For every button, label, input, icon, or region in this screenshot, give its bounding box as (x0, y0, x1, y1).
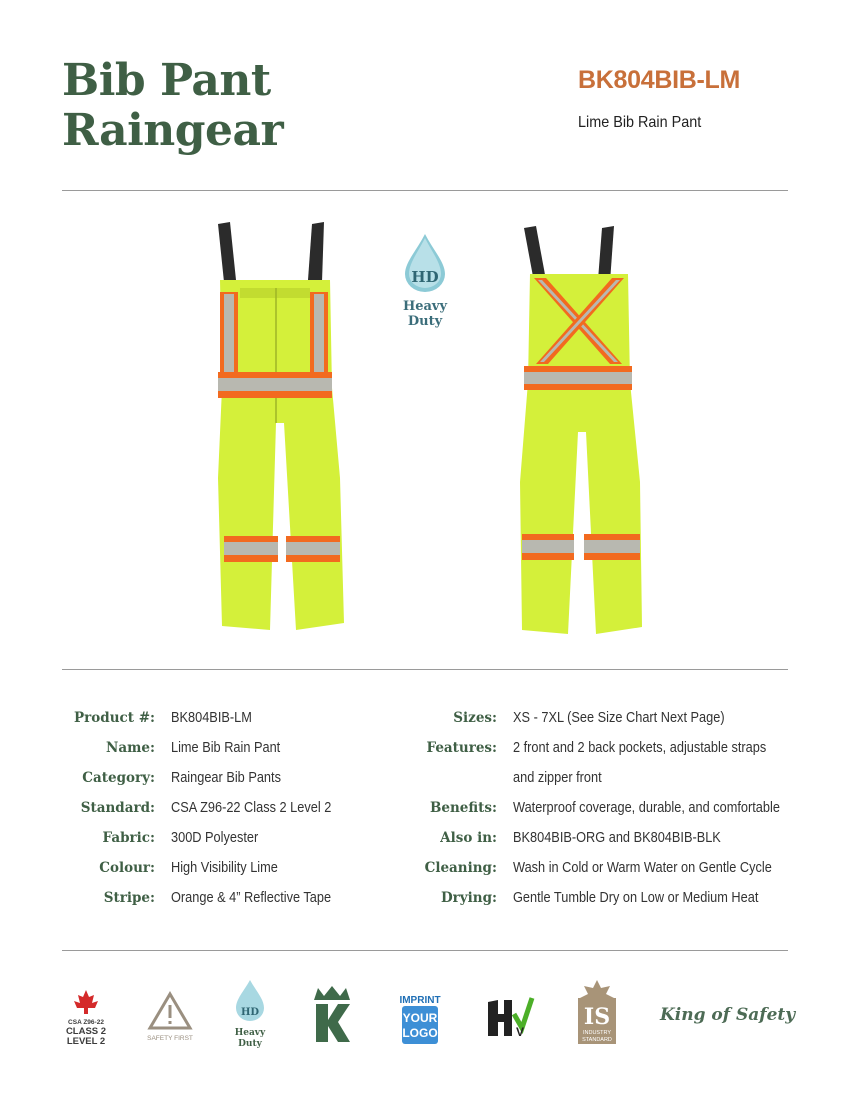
csa-class2-level2-logo (62, 988, 110, 1048)
spec-value: and zipper front (513, 770, 602, 786)
water-drop-icon (403, 232, 447, 294)
image-divider (62, 669, 788, 670)
front-bib-pant-image (200, 218, 360, 638)
spec-value: Wash in Cold or Warm Water on Gentle Cycle (513, 860, 772, 876)
industry-mark: IS (583, 1004, 611, 1030)
spec-value: High Visibility Lime (171, 860, 278, 876)
hd-badge-text: HD (411, 268, 439, 286)
maple-leaf-icon (74, 990, 98, 1014)
heavy-duty-line-2: Duty (407, 314, 443, 329)
heavy-duty-badge (395, 232, 455, 329)
spec-label: Stripe: (103, 890, 155, 906)
heavy-duty-line-1: Heavy (402, 299, 448, 314)
industry-standard-logo (570, 978, 624, 1046)
spec-label: Standard: (80, 800, 155, 816)
spec-label: Name: (106, 740, 155, 756)
svg-text:V: V (515, 1025, 525, 1039)
specs-divider (62, 950, 788, 951)
spec-value: Orange & 4” Reflective Tape (171, 890, 332, 906)
spec-value: 2 front and 2 back pockets, adjustable straps (513, 740, 767, 756)
spec-label: Cleaning: (424, 860, 497, 876)
spec-label: Category: (82, 770, 155, 786)
hd-footer-text: HD (240, 1007, 260, 1018)
csa-line-1: CSA Z96-22 (68, 1019, 104, 1026)
hi-vis-logo (484, 988, 536, 1042)
spec-value: BK804BIB-ORG and BK804BIB-BLK (513, 830, 721, 846)
spec-label: Fabric: (102, 830, 155, 846)
spec-value: BK804BIB-LM (171, 710, 252, 726)
spec-value: Gentle Tumble Dry on Low or Medium Heat (513, 890, 759, 906)
spec-label: Also in: (440, 830, 497, 846)
heavy-duty-footer-logo (230, 978, 270, 1050)
spec-label: Sizes: (453, 710, 497, 726)
spec-value: Waterproof coverage, durable, and comfortable (513, 800, 780, 816)
product-sku: BK804BIB-LM (578, 66, 740, 94)
maple-leaf-icon (580, 980, 614, 998)
spec-label: Colour: (99, 860, 155, 876)
imprint-line-2: YOUR (402, 1011, 438, 1025)
safety-first-logo (144, 990, 196, 1046)
back-bib-pant-image (510, 222, 660, 642)
csa-line-3: LEVEL 2 (66, 1036, 106, 1047)
spec-label: Features: (426, 740, 497, 756)
product-subtitle: Lime Bib Rain Pant (578, 114, 702, 131)
page-title (62, 56, 283, 156)
title-line-1: Bib Pant (62, 55, 271, 106)
industry-line-1: INDUSTRY (582, 1030, 612, 1036)
king-k-logo (310, 986, 354, 1046)
crown-icon (314, 986, 350, 1000)
title-line-2: Raingear (62, 105, 284, 156)
spec-label: Product #: (74, 710, 155, 726)
spec-value: Raingear Bib Pants (171, 770, 281, 786)
imprint-your-logo-badge (398, 992, 442, 1046)
imprint-line-3: LOGO (402, 1026, 438, 1040)
industry-line-2: STANDARD (582, 1037, 612, 1043)
spec-value: Lime Bib Rain Pant (171, 740, 281, 756)
hd-footer-line-2: Duty (238, 1039, 262, 1049)
spec-value: XS - 7XL (See Size Chart Next Page) (513, 710, 725, 726)
king-of-safety-logo: King of Safety (660, 1005, 796, 1025)
spec-label: Drying: (440, 890, 497, 906)
csa-line-2: CLASS 2 (65, 1026, 107, 1037)
spec-value: 300D Polyester (171, 830, 259, 846)
spec-value: CSA Z96-22 Class 2 Level 2 (171, 800, 332, 816)
spec-label: Benefits: (429, 800, 497, 816)
header-divider (62, 190, 788, 191)
checkmark-icon (514, 998, 532, 1028)
safety-first-text: SAFETY FIRST (147, 1035, 193, 1042)
hd-footer-line-1: Heavy (234, 1028, 266, 1038)
imprint-line-1: IMPRINT (399, 995, 441, 1006)
